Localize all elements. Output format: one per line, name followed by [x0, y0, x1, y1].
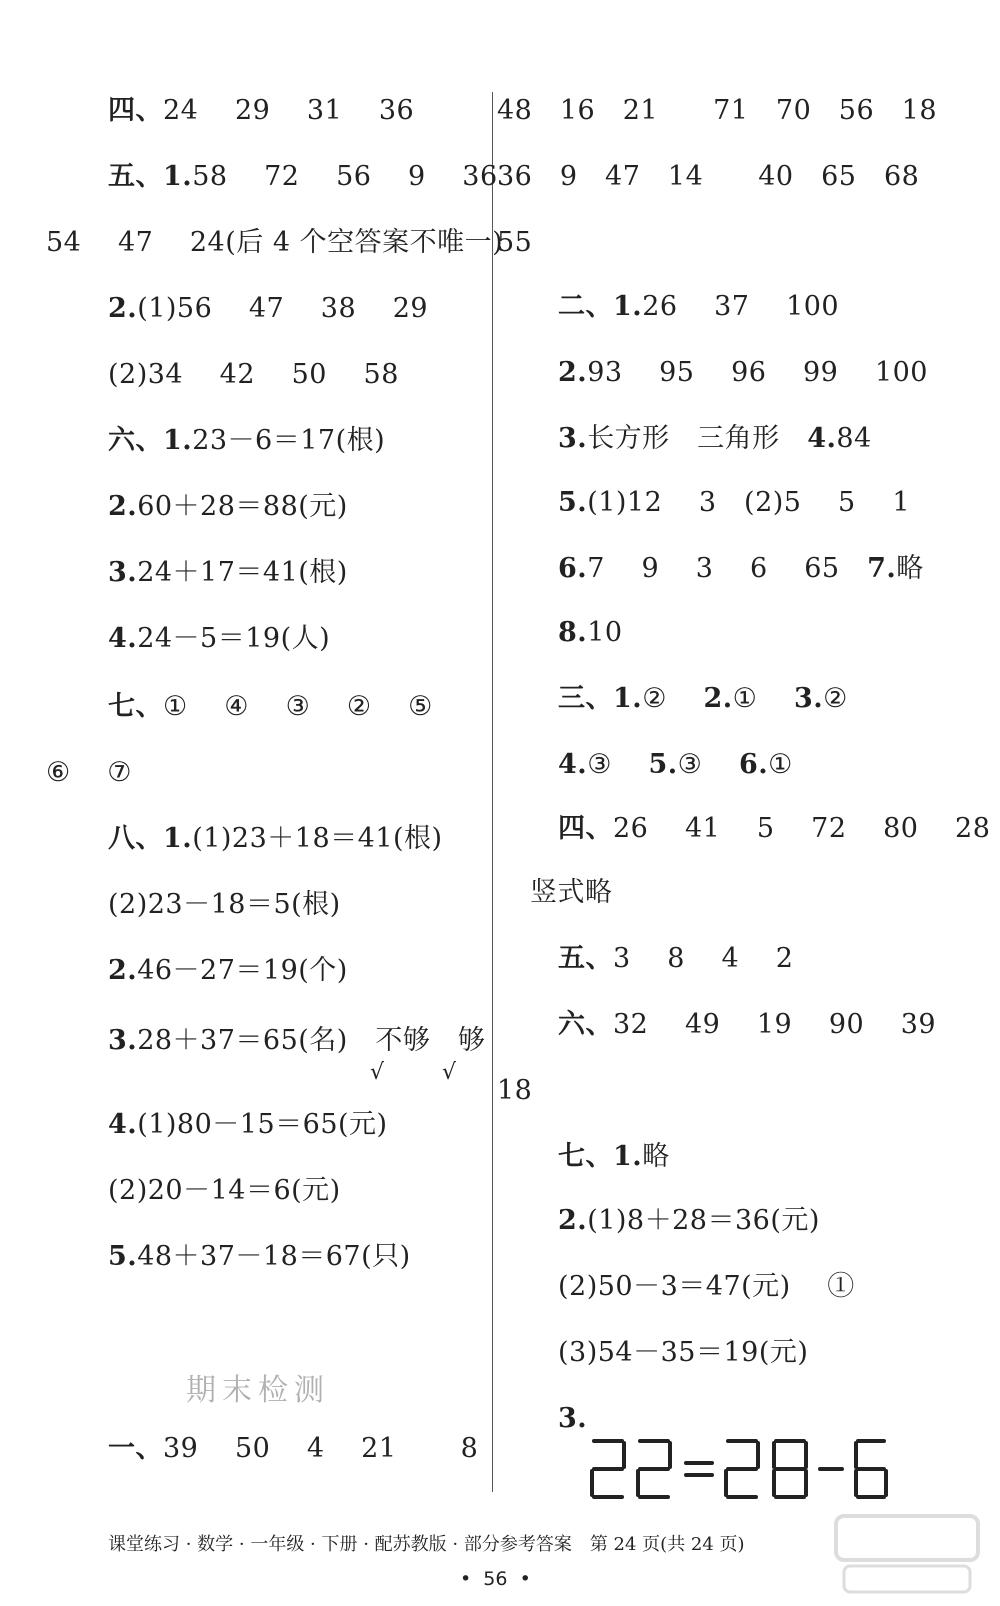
answer-text: (2)20－14＝6(元)	[108, 1175, 341, 1206]
answer-text: 10	[587, 617, 623, 648]
answer-line	[46, 756, 132, 790]
answer-text: 55	[497, 227, 533, 258]
question-label: 8.	[558, 617, 588, 648]
answer-line	[558, 1402, 587, 1436]
answer-text: 24 29 31 36	[163, 95, 415, 126]
question-label: 3.	[108, 1025, 138, 1056]
question-label: 4.	[108, 623, 138, 654]
answer-line	[108, 94, 414, 128]
answer-line	[558, 552, 924, 586]
answer-text: 长方形 三角形	[587, 423, 808, 454]
answer-text: 36 9 47 14 40 65 68	[497, 161, 920, 192]
answer-text: ②	[642, 683, 704, 714]
answer-text: 竖式略	[530, 877, 613, 908]
question-label: 4.	[807, 423, 837, 454]
answer-line	[108, 888, 341, 922]
answer-text: (1)80－15＝65(元)	[137, 1109, 388, 1140]
question-label: 2.	[558, 1205, 588, 1236]
answer-text: ①	[768, 749, 793, 780]
answer-line	[558, 682, 848, 716]
answer-line	[497, 226, 532, 260]
answer-text: 28＋37＝65(名) 不够 够	[137, 1025, 486, 1056]
answer-text: 24－5＝19(人)	[137, 623, 331, 654]
question-label: 3.	[793, 683, 824, 714]
answer-line	[558, 1336, 808, 1370]
answer-line	[108, 1432, 478, 1466]
question-label: 七、	[108, 691, 163, 722]
question-label: 2.	[108, 955, 138, 986]
question-label: 5.	[648, 749, 678, 780]
answer-text: 18	[497, 1075, 533, 1106]
answer-text: (2)50－3＝47(元) ①	[558, 1271, 855, 1302]
answer-line	[108, 622, 330, 656]
answer-line	[558, 356, 928, 390]
answer-line	[558, 616, 623, 650]
section-heading: 期末检测	[186, 1373, 330, 1408]
matchstick-digit	[726, 1441, 758, 1497]
answer-line	[108, 424, 385, 458]
answer-line	[108, 1024, 485, 1058]
question-label: 六、1.	[108, 425, 193, 456]
answer-text: 26 41 5 72 80 28	[613, 813, 991, 844]
page-number-value: 56	[483, 1568, 508, 1590]
answer-text: 7 9 3 6 65	[587, 553, 868, 584]
question-label: 六、	[558, 1009, 613, 1040]
question-label: 2.	[558, 357, 588, 388]
answer-line	[108, 1108, 388, 1142]
question-label: 6.	[738, 749, 769, 780]
answer-text: 58 72 56 9 36	[192, 161, 498, 192]
answer-text: ③	[587, 749, 649, 780]
check-mark: √	[370, 1060, 385, 1085]
answer-text: 39 50 4 21 8	[163, 1433, 479, 1464]
question-label: 五、	[558, 943, 613, 974]
answer-line	[558, 1008, 936, 1042]
answer-line	[108, 292, 428, 326]
answer-text: 3 8 4 2	[613, 943, 794, 974]
answer-line	[497, 1074, 532, 1108]
answer-line	[530, 876, 613, 910]
answer-line	[497, 94, 937, 128]
answer-line	[558, 1204, 820, 1238]
answer-line	[558, 290, 839, 324]
question-label: 一、	[108, 1433, 163, 1464]
question-label: 五、1.	[108, 161, 193, 192]
answer-text: (1)23＋18＝41(根)	[192, 823, 443, 854]
question-label: 2.	[108, 491, 138, 522]
answer-text: 84	[836, 423, 872, 454]
answer-line	[108, 690, 433, 724]
answer-text: (1)56 47 38 29	[137, 293, 429, 324]
answer-line	[558, 748, 793, 782]
question-label: 6.	[558, 553, 588, 584]
question-label: 3.	[558, 1403, 588, 1434]
question-label: 5.	[558, 487, 588, 518]
question-label: 三、1.	[558, 683, 643, 714]
answer-text: (2)23－18＝5(根)	[108, 889, 341, 920]
question-label: 5.	[108, 1241, 138, 1272]
answer-line	[558, 422, 872, 456]
answer-line	[108, 358, 399, 392]
question-label: 八、1.	[108, 823, 193, 854]
answer-text: (1)8＋28＝36(元)	[587, 1205, 820, 1236]
answer-text: ②	[823, 683, 848, 714]
answer-text: 略	[642, 1141, 670, 1172]
answer-text: ③	[677, 749, 739, 780]
watermark-logo	[832, 1510, 982, 1598]
answer-line	[108, 160, 498, 194]
matchstick-equals	[686, 1463, 712, 1475]
answer-line	[108, 954, 348, 988]
matchstick-digit	[774, 1441, 806, 1497]
question-label: 3.	[558, 423, 588, 454]
answer-text: (2)34 42 50 58	[108, 359, 399, 390]
answer-line	[108, 822, 443, 856]
matchstick-equation	[590, 1435, 890, 1505]
answer-text: 54 47 24(后 4 个空答案不唯一)	[46, 227, 504, 258]
answer-line	[558, 1270, 855, 1304]
answer-text: (1)12 3 (2)5 5 1	[587, 487, 910, 518]
question-label: 四、	[108, 95, 163, 126]
question-label: 七、1.	[558, 1141, 643, 1172]
answer-text: ⑥ ⑦	[46, 757, 132, 788]
answer-line	[108, 1240, 411, 1274]
answer-text: ①	[732, 683, 794, 714]
page-footer: 课堂练习 · 数学 · 一年级 · 下册 · 配苏教版 · 部分参考答案 第 24 页(共 24 页)	[108, 1534, 745, 1555]
answer-line	[46, 226, 503, 260]
answer-text: 48 16 21 71 70 56 18	[497, 95, 937, 126]
answer-text: ① ④ ③ ② ⑤	[163, 691, 433, 722]
question-label: 4.	[558, 749, 588, 780]
question-label: 4.	[108, 1109, 138, 1140]
answer-text: 24＋17＝41(根)	[137, 557, 348, 588]
question-label: 7.	[867, 553, 897, 584]
page-number: • 56 •	[460, 1568, 531, 1590]
answer-text: 48＋37－18＝67(只)	[137, 1241, 411, 1272]
answer-text: (3)54－35＝19(元)	[558, 1337, 809, 1368]
answer-line	[558, 1140, 670, 1174]
check-mark: √	[442, 1060, 457, 1085]
answer-text: 26 37 100	[642, 291, 840, 322]
matchstick-digit	[638, 1441, 670, 1497]
column-divider	[492, 92, 493, 1492]
answer-line	[108, 1174, 341, 1208]
answer-line	[558, 812, 990, 846]
answer-line	[558, 486, 910, 520]
question-label: 二、1.	[558, 291, 643, 322]
answer-text: 略	[896, 553, 924, 584]
answer-text: 93 95 96 99 100	[587, 357, 928, 388]
answer-line	[497, 160, 919, 194]
answer-text: 23－6＝17(根)	[192, 425, 386, 456]
question-label: 四、	[558, 813, 613, 844]
answer-line	[108, 490, 348, 524]
answer-line	[558, 942, 793, 976]
answer-text: 60＋28＝88(元)	[137, 491, 348, 522]
question-label: 3.	[108, 557, 138, 588]
answer-line	[108, 556, 348, 590]
answer-text: 32 49 19 90 39	[613, 1009, 937, 1040]
answer-text: 46－27＝19(个)	[137, 955, 348, 986]
matchstick-digit	[856, 1441, 886, 1497]
matchstick-digit	[592, 1441, 624, 1497]
question-label: 2.	[703, 683, 733, 714]
question-label: 2.	[108, 293, 138, 324]
